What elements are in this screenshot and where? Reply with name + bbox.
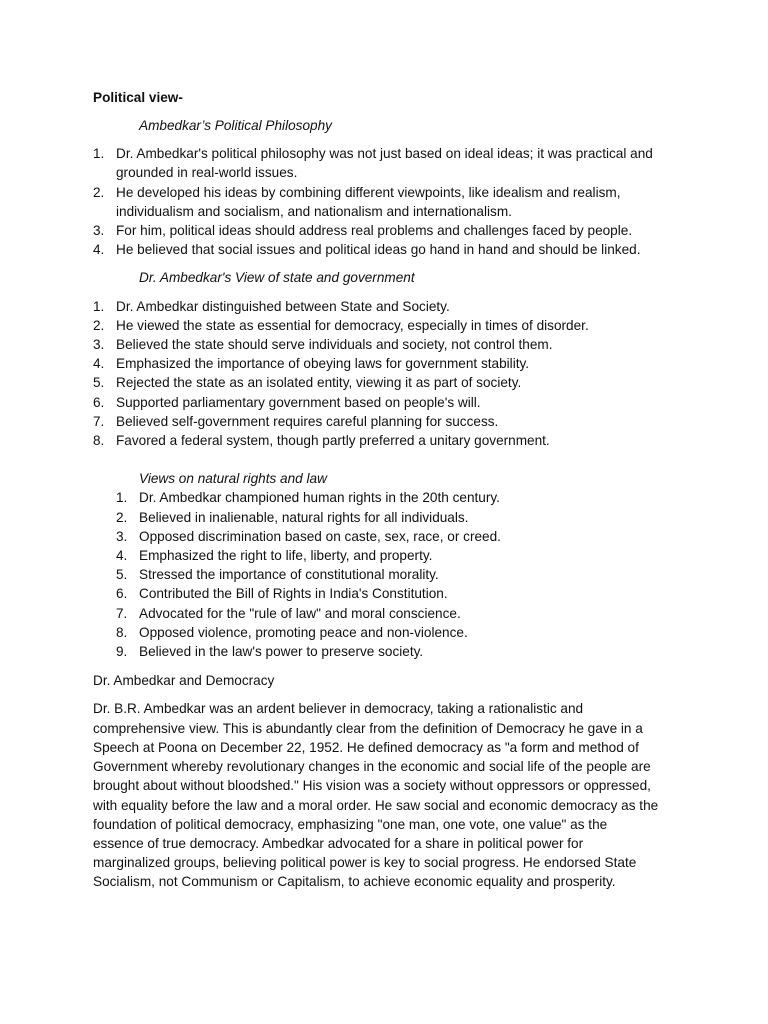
list-item: 3. Believed the state should serve individuals and society, not control them.: [93, 337, 553, 353]
paragraph-line: foundation of political democracy, emphasizing "one man, one vote, one value" as the: [93, 816, 608, 832]
list-item: 7. Advocated for the "rule of law" and moral conscience.: [116, 605, 461, 621]
paragraph-line: comprehensive view. This is abundantly clear from the definition of Democracy he gave in a: [93, 720, 643, 736]
list-item: 8. Favored a federal system, though partly preferred a unitary government.: [93, 433, 550, 449]
list-item: 9. Believed in the law's power to preserve society.: [116, 644, 424, 660]
list-item: 3. Opposed discrimination based on caste, sex, race, or creed.: [116, 528, 501, 544]
section-title-political-philosophy: Ambedkar’s Political Philosophy: [139, 118, 332, 133]
paragraph-line: Dr. B.R. Ambedkar was an ardent believer in democracy, taking a rationalistic and: [93, 701, 584, 717]
paragraph-line: brought about without bloodshed." His vision was a society without oppressors or oppressed,: [93, 778, 651, 794]
list-item: 2. He developed his ideas by combining different viewpoints, like idealism and realism, individualism and socialism, and nationalism and internationalism.: [93, 184, 621, 219]
natural-rights-list: [93, 488, 683, 661]
state-and-government-list: [93, 297, 683, 451]
list-item: 1. Dr. Ambedkar championed human rights in the 20th century.: [116, 490, 500, 506]
democracy-paragraph: [93, 699, 683, 891]
paragraph-line: marginalized groups, believing political power is key to social progress. He endorsed State: [93, 855, 637, 871]
list-item: 2. He viewed the state as essential for democracy, especially in times of disorder.: [93, 317, 589, 333]
list-item: 1. Dr. Ambedkar's political philosophy was not just based on ideal ideas; it was practical and grounded in real-world issues.: [93, 146, 653, 181]
paragraph-line: Socialism, not Communism or Capitalism, to achieve economic equality and prosperity.: [93, 874, 616, 890]
list-item: 1. Dr. Ambedkar distinguished between State and Society.: [93, 298, 450, 314]
list-item: 5. Rejected the state as an isolated entity, viewing it as part of society.: [93, 375, 522, 391]
list-item: 6. Contributed the Bill of Rights in India's Constitution.: [116, 586, 448, 602]
list-item: 4. Emphasized the importance of obeying laws for government stability.: [93, 356, 530, 372]
list-item: 3. For him, political ideas should address real problems and challenges faced by people.: [93, 223, 633, 239]
list-item: 8. Opposed violence, promoting peace and non-violence.: [116, 624, 468, 640]
paragraph-line: with equality before the law and a moral order. He saw social and economic democracy as the: [93, 797, 659, 813]
section-title-state-and-government: Dr. Ambedkar's View of state and government: [139, 270, 415, 286]
list-item: 5. Stressed the importance of constitutional morality.: [116, 567, 439, 583]
list-item: 7. Believed self-government requires careful planning for success.: [93, 413, 499, 429]
section-title-natural-rights: Views on natural rights and law: [139, 471, 327, 487]
paragraph-line: Speech at Poona on December 22, 1952. He defined democracy as "a form and method of: [93, 739, 639, 755]
political-philosophy-list: [93, 144, 683, 259]
list-item: 6. Supported parliamentary government based on people's will.: [93, 394, 481, 410]
page-heading: Political view-: [93, 90, 183, 105]
paragraph-line: essence of true democracy. Ambedkar advocated for a share in political power for: [93, 835, 584, 851]
list-item: 4. He believed that social issues and political ideas go hand in hand and should be linked.: [93, 242, 641, 258]
paragraph-line: Government whereby revolutionary changes in the economic and social life of the people are: [93, 759, 651, 775]
list-item: 4. Emphasized the right to life, liberty, and property.: [116, 548, 433, 564]
section-title-democracy: Dr. Ambedkar and Democracy: [93, 673, 275, 689]
list-item: 2. Believed in inalienable, natural rights for all individuals.: [116, 509, 469, 525]
document-page: [93, 88, 683, 892]
